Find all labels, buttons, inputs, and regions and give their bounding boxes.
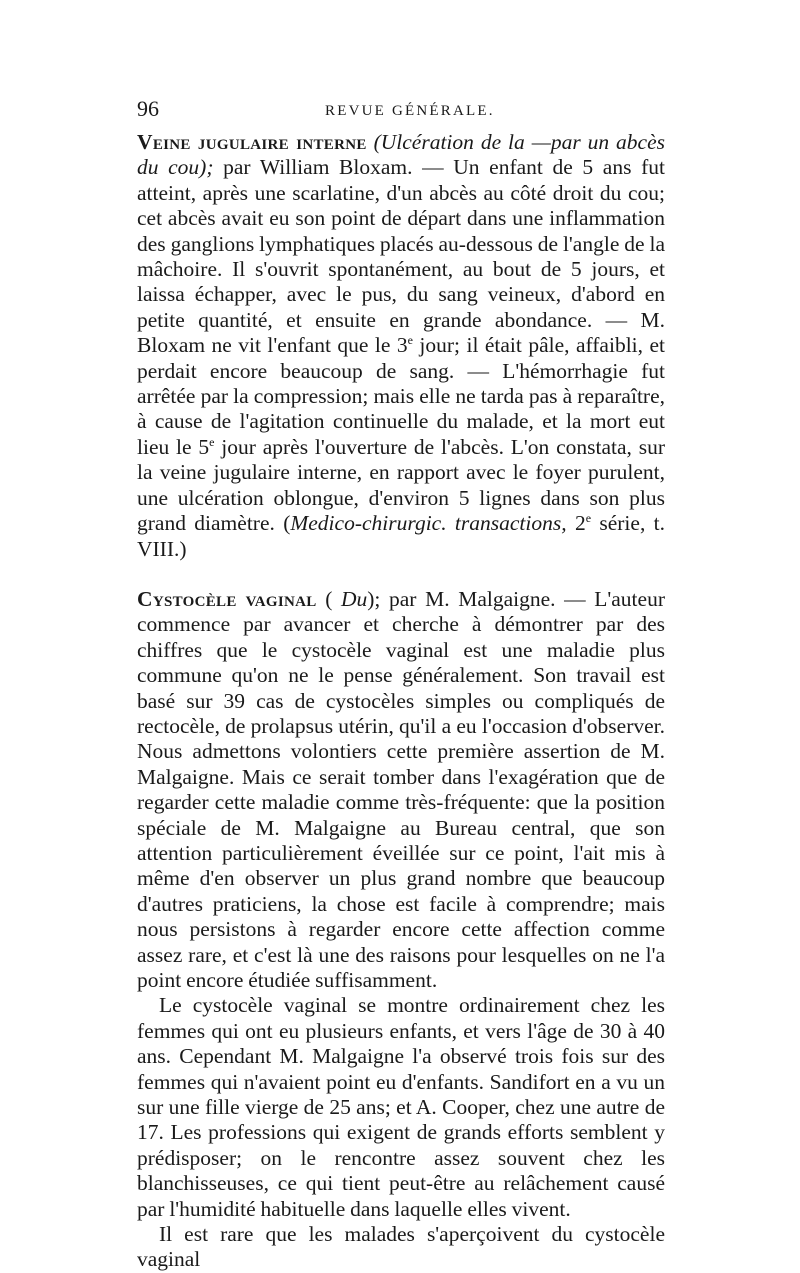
article-subtitle: (Ulcération de la —par un abcès du cou); bbox=[137, 130, 665, 180]
running-head bbox=[137, 96, 665, 130]
article-text: par William Bloxam. — Un enfant de 5 ans fut atteint, après une scarlatine, d'un abcès au côté droit du cou; cet abcès avait eu son point de départ dans une inflammation des ganglions lymphatiques placés au-dessous de l'angle de la mâchoire. Il s'ouvrit spontanément, au bout de 5 jours, et laissa échapper, avec le pus, du sang veineux, d'abord en petite quantité, et ensuite en grande abondance. — M. Bloxam ne vit l'enfant que le 3 bbox=[137, 155, 665, 358]
article-title-du: Du bbox=[340, 586, 368, 611]
article-text: ( bbox=[316, 586, 341, 611]
running-title: REVUE GÉNÉRALE. bbox=[325, 103, 495, 119]
paragraph-cystocele-2: Le cystocèle vaginal se montre ordinairement chez les femmes qui ont eu plusieurs enfants, et vers l'âge de 30 à 40 ans. Cependant M. Malgaigne l'a observé trois fois sur des femmes qui n'avaient point eu d'enfants. Sandifort en a vu un sur une fille vierge de 25 ans; et A. Cooper, chez une autre de 17. Les professions qui exigent de grands efforts semblent y prédisposer; on le rencontre assez souvent chez les blanchisseuses, ce qui tient peut-être au relâchement causé par l'humidité habituelle dans laquelle elles vivent. bbox=[137, 993, 665, 1221]
page-number: 96 bbox=[137, 96, 159, 121]
article-title-cystocele: Cystocèle vaginal bbox=[137, 586, 317, 611]
article-cystocele-vaginal bbox=[137, 587, 665, 994]
article-title-veine-jugulaire: Veine jugulaire interne bbox=[137, 130, 367, 154]
article-veine-jugulaire bbox=[137, 130, 665, 562]
article-text: jour après l'ouverture de l'abcès. L'on constata, sur la veine jugulaire interne, en rapport avec le foyer purulent, une ulcération oblongue, d'environ 5 lignes dans son plus grand diamètre. ( bbox=[137, 434, 665, 536]
superscript: e bbox=[407, 333, 413, 348]
article-text: 2 bbox=[566, 511, 586, 536]
document-page bbox=[137, 96, 665, 1273]
superscript: e bbox=[585, 511, 592, 526]
article-text: jour; il était pâle, affaibli, et perdait encore beaucoup de sang. — L'hémorrhagie fut arrêtée par la compression; mais elle ne tarda pas à reparaître, à cause de l'agitation continuelle du malade, et la mort eut lieu le 5 bbox=[137, 333, 665, 459]
source-citation: Medico-chirurgic. transactions, bbox=[290, 511, 567, 536]
article-text: ); par M. Malgaigne. — L'auteur commence par avancer et cherche à démontrer par des chiffres que le cystocèle vaginal est une maladie plus commune qu'on ne le pense généralement. Son travail est basé sur 39 cas de cystocèles simples ou compliqués de rectocèle, de prolapsus utérin, qu'il a eu l'occasion d'observer. Nous admettons volontiers cette première assertion de M. Malgaigne. Mais ce serait tomber dans l'exagération que de regarder cette maladie comme très-fréquente: que la position spéciale de M. Malgaigne au Bureau central, que son attention particulièrement éveillée sur ce point, l'ait mis à même d'en observer un plus grand nombre que beaucoup d'autres praticiens, la chose est facile à comprendre; mais nous persistons à regarder encore cette affection comme assez rare, et c'est là une des raisons pour lesquelles on ne l'a point encore étudiée suffisamment. bbox=[137, 586, 665, 992]
superscript: e bbox=[209, 434, 215, 449]
paragraph-cystocele-3: Il est rare que les malades s'aperçoivent du cystocèle vaginal bbox=[137, 1222, 665, 1272]
article-text: série, t. VIII.) bbox=[137, 511, 666, 561]
